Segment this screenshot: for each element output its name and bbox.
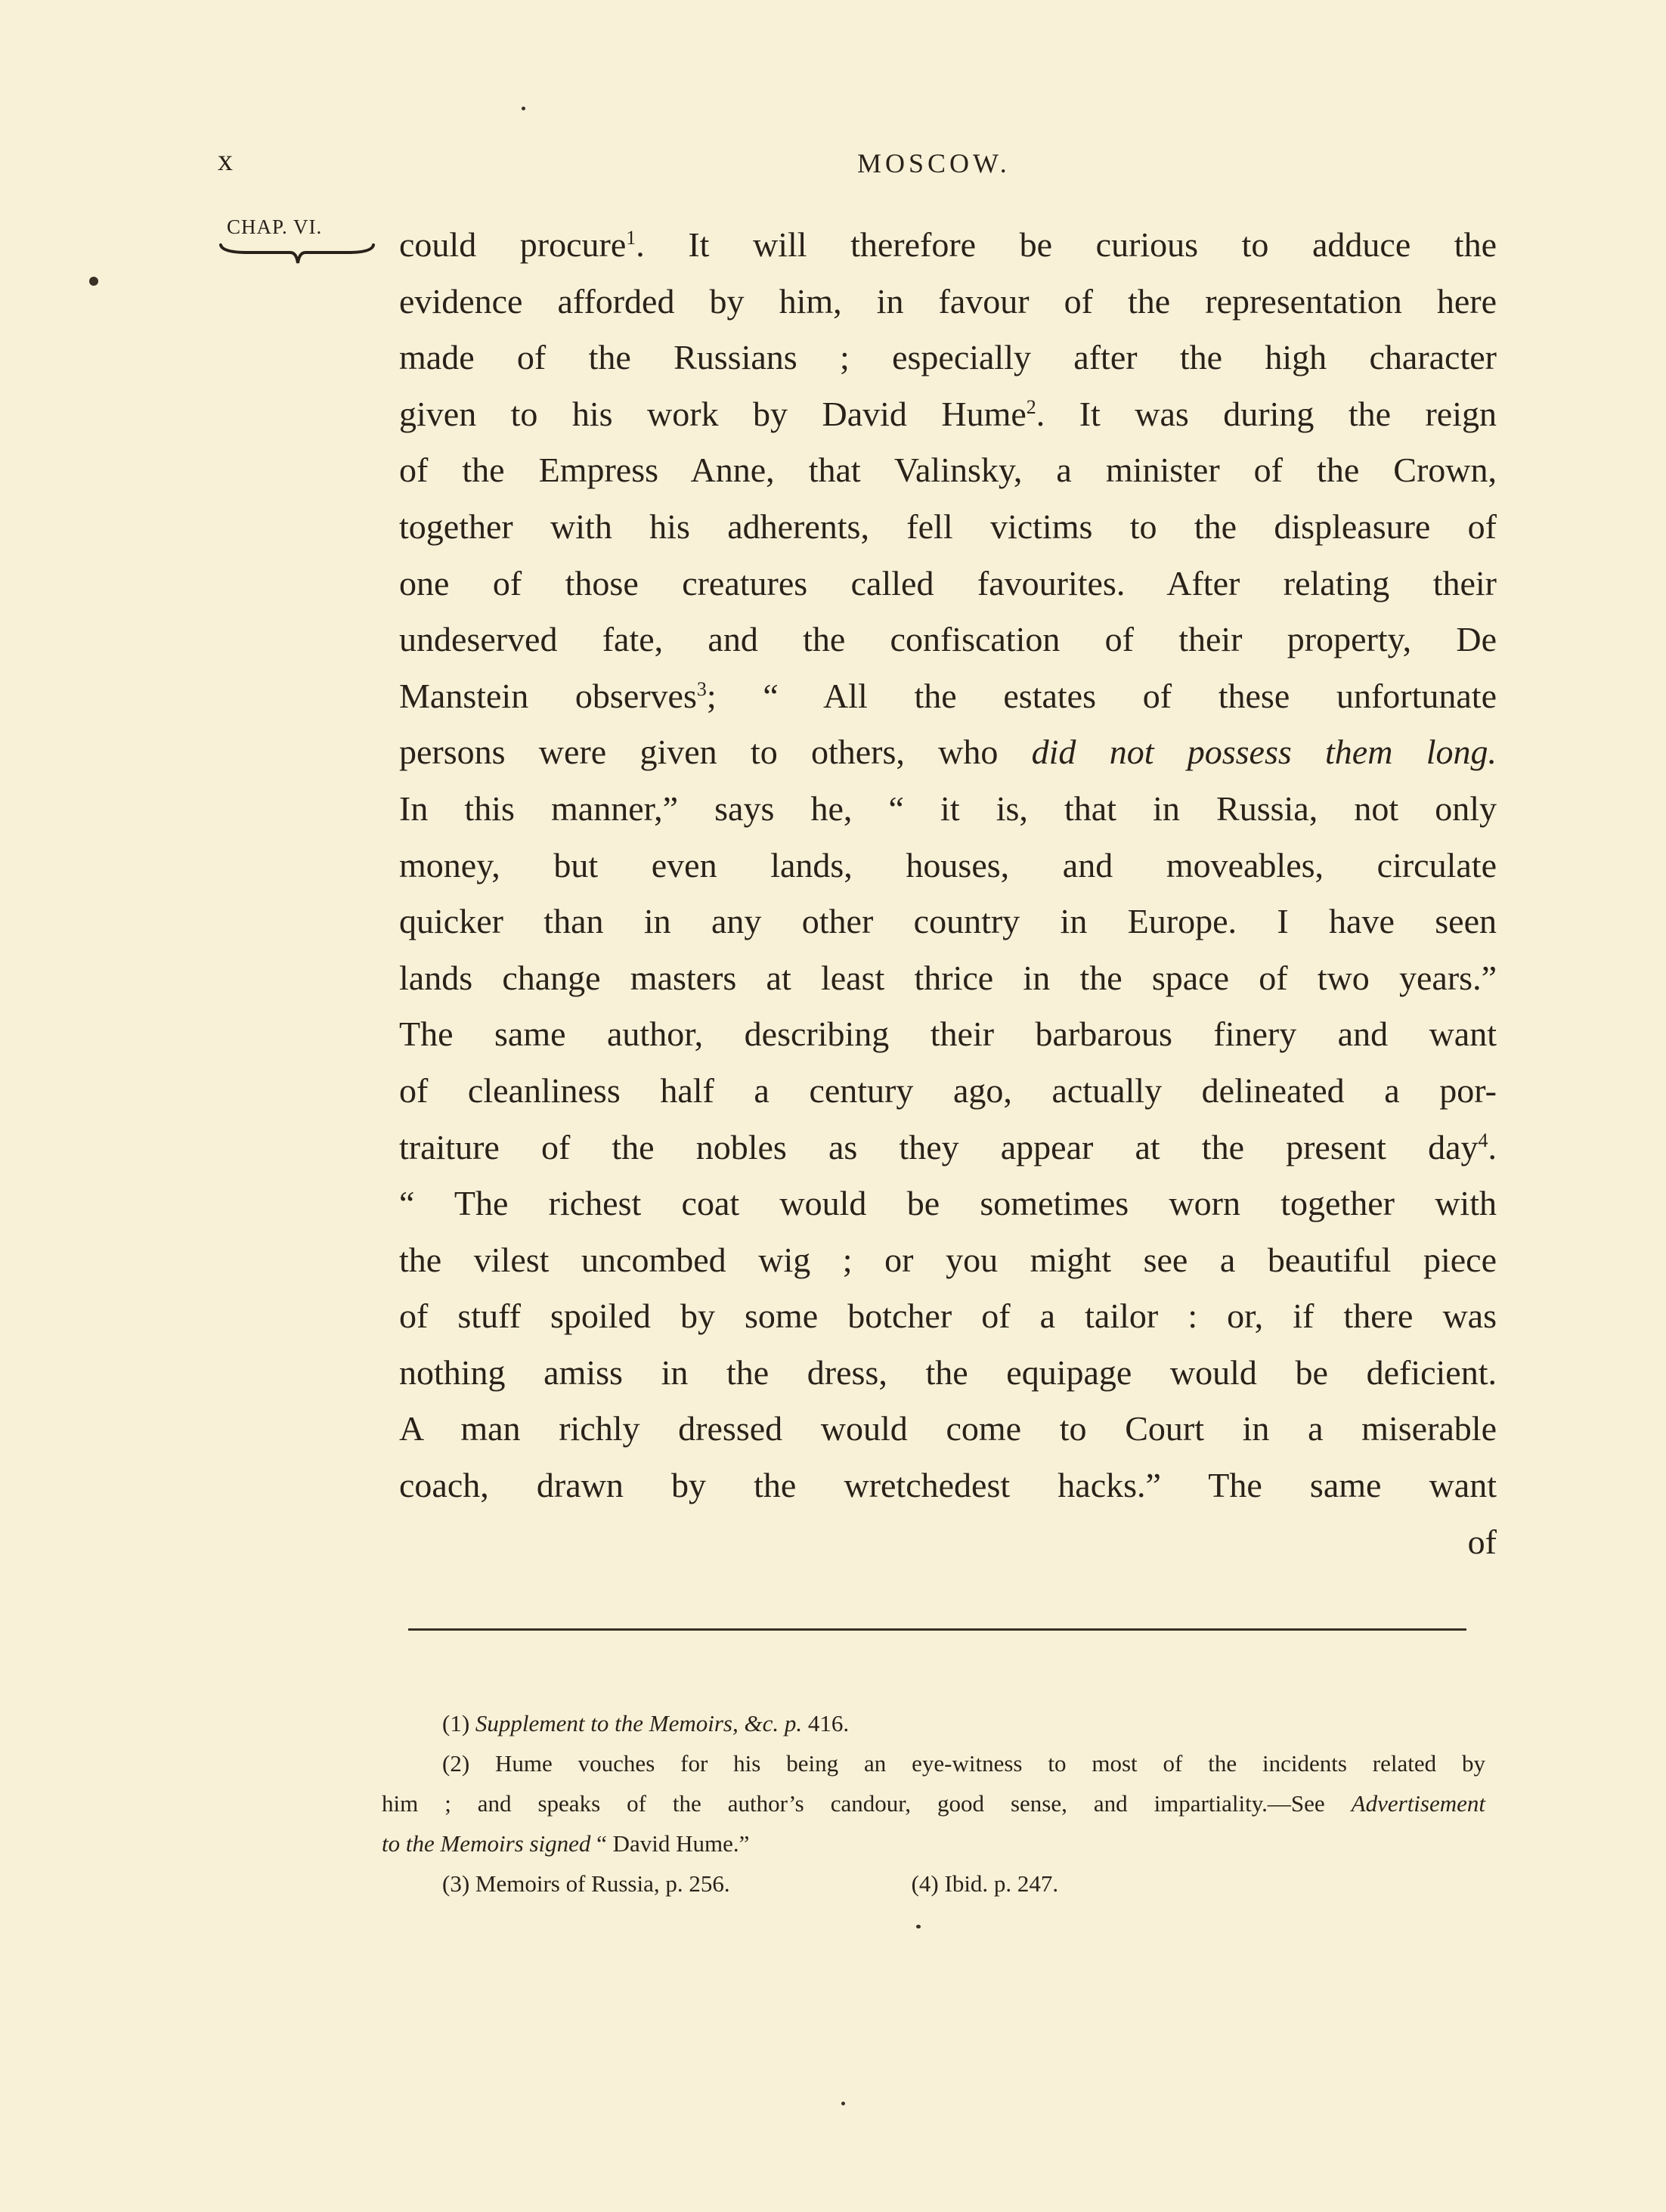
text-run: (2) Hume vouches for his being an eye-witness to most of the incidents related by (442, 1750, 1485, 1777)
text-run: coach, drawn by the wretchedest hacks.” The same want (399, 1466, 1497, 1505)
text-run: . (1488, 1127, 1497, 1166)
text-run: A man richly dressed would come to Court in a miserable (399, 1409, 1497, 1448)
text-run: of the Empress Anne, that Valinsky, a minister of the Crown, (399, 451, 1497, 490)
text-run: nothing amiss in the dress, the equipage would be deficient. (399, 1352, 1497, 1392)
italic-text: Supplement to the Memoirs, &c. p. (475, 1710, 803, 1736)
text-run: 416. (802, 1710, 850, 1736)
main-text-block (399, 217, 1497, 1570)
text-run: of stuff spoiled by some botcher of a tailor : or, if there was (399, 1297, 1497, 1336)
text-run: the vilest uncombed wig ; or you might see a beautiful piece (399, 1240, 1497, 1279)
paper-speck (522, 107, 525, 110)
text-run: of cleanliness half a century ago, actually delineated a por- (399, 1070, 1497, 1110)
text-line (399, 556, 1497, 612)
text-run: undeserved fate, and the confiscation of their property, De (399, 620, 1497, 659)
text-run: him ; and speaks of the author’s candour, good sense, and impartiality.—See (382, 1790, 1352, 1817)
footnote-rule (408, 1628, 1466, 1631)
text-run: quicker than in any other country in Europe. I have seen (399, 902, 1497, 941)
text-run: could procure (399, 225, 627, 264)
footnote-line (382, 1823, 1485, 1863)
text-line (399, 386, 1497, 443)
text-run: The same author, describing their barbarous finery and want (399, 1015, 1497, 1054)
text-run: of (1467, 1522, 1497, 1561)
text-line (399, 217, 1497, 274)
text-line (399, 330, 1497, 386)
text-run: Manstein observes (399, 676, 697, 715)
text-run: (1) (442, 1710, 475, 1736)
text-run: traiture of the nobles as they appear at the present day (399, 1127, 1479, 1166)
text-run: persons were given to others, who (399, 733, 1032, 772)
text-run: In this manner,” says he, “ it is, that in Russia, not only (399, 788, 1497, 828)
footnotes-block (382, 1703, 1485, 1904)
text-line (399, 668, 1497, 725)
text-run: ; “ All the estates of these unfortunate (706, 676, 1497, 715)
text-line (399, 1288, 1497, 1345)
text-line (399, 1176, 1497, 1232)
footnote-line (382, 1743, 1485, 1783)
text-line (399, 1345, 1497, 1402)
text-line (399, 1458, 1497, 1514)
footnote-line (382, 1703, 1485, 1743)
text-line (399, 781, 1497, 838)
text-line (399, 838, 1497, 894)
text-run: evidence afforded by him, in favour of the representation here (399, 281, 1497, 321)
footnote-line (382, 1783, 1485, 1823)
text-line (399, 274, 1497, 330)
text-line (399, 1401, 1497, 1458)
text-run: made of the Russians ; especially after the high character (399, 338, 1497, 377)
page-number: x (218, 143, 233, 177)
text-line (399, 1232, 1497, 1289)
italic-text: did not possess them long. (1031, 733, 1497, 772)
text-run: one of those creatures called favourites. After relating their (399, 563, 1497, 603)
text-run: (4) Ibid. p. 247. (911, 1870, 1059, 1897)
footnote-reference: 3 (696, 677, 707, 700)
text-line (399, 950, 1497, 1007)
footnote-line (382, 1863, 1485, 1904)
chapter-brace-ornament (218, 243, 376, 269)
text-run: (3) Memoirs of Russia, p. 256. (442, 1870, 730, 1897)
text-line (399, 1120, 1497, 1176)
text-run: . It was during the reign (1036, 394, 1497, 433)
text-run: given to his work by David Hume (399, 394, 1027, 433)
text-run: . It will therefore be curious to adduce the (636, 225, 1497, 264)
text-run: “ David Hume.” (590, 1830, 750, 1857)
text-line (399, 442, 1497, 499)
text-line (399, 1063, 1497, 1120)
footnote-reference: 2 (1026, 395, 1036, 418)
running-head: MOSCOW. (857, 148, 1011, 178)
text-line (399, 612, 1497, 668)
italic-text: to the Memoirs signed (382, 1830, 591, 1857)
text-line (399, 724, 1497, 781)
text-line (399, 894, 1497, 950)
paper-speck (916, 1925, 921, 1929)
text-run: lands change masters at least thrice in the space of two years.” (399, 958, 1497, 997)
paper-speck (89, 277, 98, 286)
paper-speck (841, 2102, 845, 2105)
text-run: together with his adherents, fell victims to the displeasure of (399, 507, 1497, 546)
italic-text: Advertisement (1351, 1790, 1485, 1817)
text-line (399, 1006, 1497, 1063)
footnote-reference: 4 (1478, 1129, 1488, 1151)
footnote-reference: 1 (626, 227, 636, 249)
text-line (399, 1514, 1497, 1571)
text-line (399, 499, 1497, 556)
text-run: “ The richest coat would be sometimes worn together with (399, 1184, 1497, 1223)
text-run: money, but even lands, houses, and moveables, circulate (399, 845, 1497, 884)
chapter-marginal-label: CHAP. VI. (227, 215, 323, 238)
